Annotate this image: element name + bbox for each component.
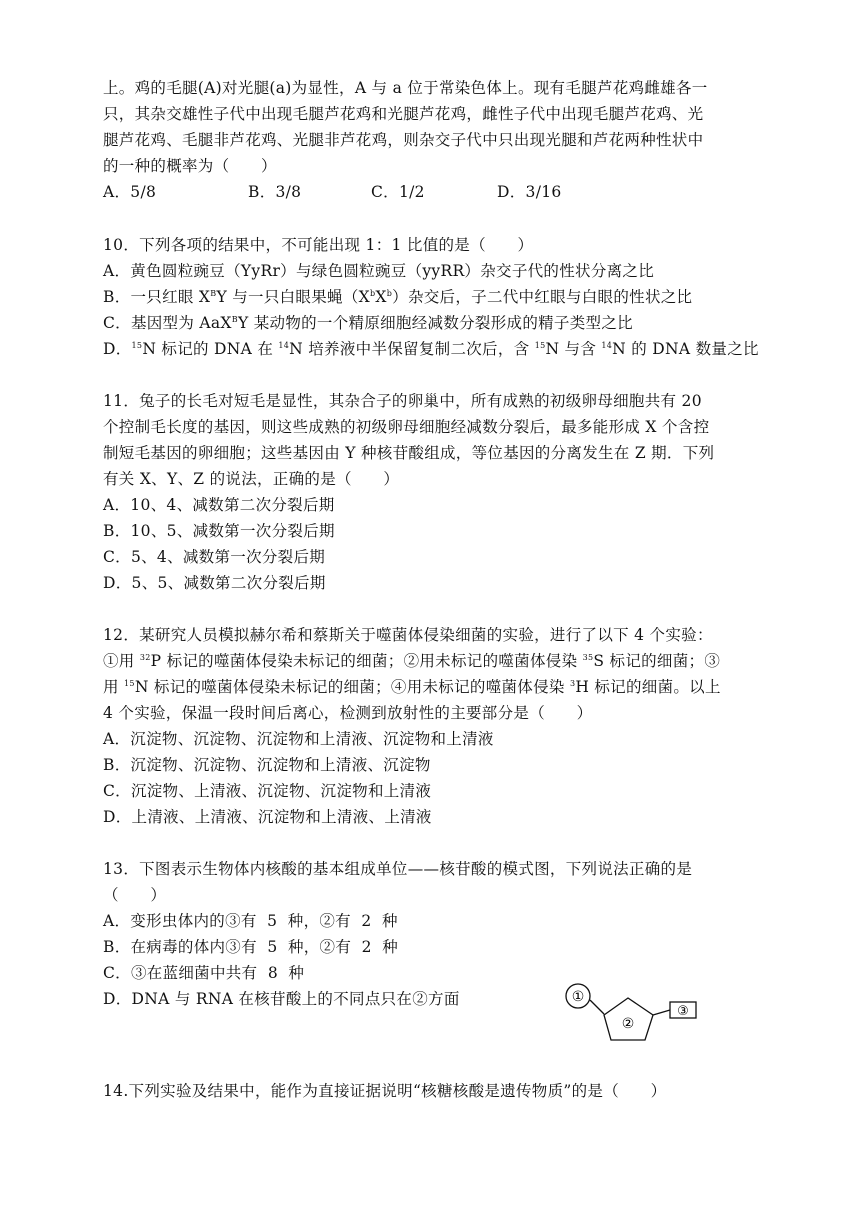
q12-line-1: 12．某研究人员模拟赫尔希和蔡斯关于噬菌体侵染细菌的实验，进行了以下 4 个实验：: [103, 626, 713, 644]
text: N 标记的噬菌体侵染未标记的细菌；④用未标记的噬菌体侵染: [134, 678, 570, 696]
superscript: 15: [131, 341, 143, 350]
text: ①用: [103, 652, 140, 670]
text: P 标记的噬菌体侵染未标记的细菌；②用未标记的噬菌体侵染: [150, 652, 583, 670]
q11-line-1: 11．兔子的长毛对短毛是显性，其杂合子的卵巢中，所有成熟的初级卵母细胞共有 20: [103, 392, 702, 410]
superscript: 15: [124, 679, 135, 688]
text: 用: [103, 678, 125, 696]
nucleotide-diagram: [560, 982, 700, 1046]
q11-line-3: 制短毛基因的卵细胞；这些基因由 Y 种核苷酸组成，等位基因的分离发生在 Z 期．下列: [103, 444, 715, 462]
q9-option-d: D．3/16: [497, 183, 562, 201]
q11-option-b: B．10、5、减数第一次分裂后期: [103, 522, 335, 540]
text: D．: [103, 340, 132, 358]
q10-option-b: [103, 287, 692, 307]
superscript: B: [210, 289, 217, 298]
q10-option-a: A．黄色圆粒豌豆（YyRr）与绿色圆粒豌豆（yyRR）杂交子代的性状分离之比: [103, 262, 655, 280]
superscript: b: [369, 289, 376, 298]
q10-stem: 10．下列各项的结果中，不可能出现 1：1 比值的是（ ）: [103, 236, 534, 254]
superscript: 35: [582, 653, 594, 662]
label-2: ②: [621, 1016, 635, 1032]
q13-option-a: A．变形虫体内的③有 5 种，②有 2 种: [103, 912, 398, 930]
q12-line-4: 4 个实验，保温一段时间后离心，检测到放射性的主要部分是（ ）: [103, 704, 593, 722]
q10-option-c: [103, 313, 633, 333]
text: N 培养液中半保留复制二次后，含: [289, 340, 535, 358]
q12-option-c: C．沉淀物、上清液、沉淀物、沉淀物和上清液: [103, 782, 432, 800]
q12-option-d: D．上清液、上清液、沉淀物和上清液、上清液: [103, 808, 432, 826]
superscript: B: [231, 315, 238, 324]
superscript: 14: [601, 341, 613, 350]
q14-stem: 14.下列实验及结果中，能作为直接证据说明“核糖核酸是遗传物质”的是（ ）: [103, 1082, 667, 1100]
bond-line-2: [653, 1010, 670, 1015]
superscript: 14: [278, 341, 290, 350]
text: B．一只红眼 X: [103, 288, 211, 306]
q13-option-c: C．③在蓝细菌中共有 8 种: [103, 964, 305, 982]
q12-line-3: [103, 677, 721, 697]
q9-line-1: 上。鸡的毛腿(A)对光腿(a)为显性，A 与 a 位于常染色体上。现有毛腿芦花鸡雌雄各一: [103, 79, 708, 97]
q12-option-a: A．沉淀物、沉淀物、沉淀物和上清液、沉淀物和上清液: [103, 730, 494, 748]
q11-option-c: C．5、4、减数第一次分裂后期: [103, 548, 326, 566]
q9-line-2: 只，其杂交雄性子代中出现毛腿芦花鸡和光腿芦花鸡，雌性子代中出现毛腿芦花鸡、光: [103, 105, 704, 123]
q11-option-d: D．5、5、减数第二次分裂后期: [103, 574, 326, 592]
text: ）杂交后，子二代中红眼与白眼的性状之比: [392, 288, 693, 306]
q13-line-1: 13．下图表示生物体内核酸的基本组成单位——核苷酸的模式图，下列说法正确的是: [103, 860, 693, 878]
q11-line-2: 个控制毛长度的基因，则这些成熟的初级卵母细胞经减数分裂后，最多能形成 X 个含控: [103, 418, 710, 436]
text: C．基因型为 AaX: [103, 314, 232, 332]
q11-line-4: 有关 X、Y、Z 的说法，正确的是（ ）: [103, 470, 400, 488]
text: N 的 DNA 数量之比: [612, 340, 759, 358]
q9-option-b: B．3/8: [248, 183, 302, 201]
text: N 与含: [545, 340, 602, 358]
q10-option-d: [103, 339, 759, 359]
text: Y 某动物的一个精原细胞经减数分裂形成的精子类型之比: [237, 314, 633, 332]
label-3: ③: [677, 1004, 689, 1019]
q9-line-4: 的一种的概率为（ ）: [103, 157, 277, 175]
q12-line-2: [103, 651, 720, 671]
q13-option-d: D．DNA 与 RNA 在核苷酸上的不同点只在②方面: [103, 990, 460, 1008]
text: S 标记的细菌；③: [593, 652, 721, 670]
text: H 标记的细菌。以上: [575, 678, 721, 696]
q13-line-2: （ ）: [103, 886, 167, 904]
text: Y 与一只白眼果蝇（X: [216, 288, 370, 306]
q9-option-a: A．5/8: [103, 183, 157, 201]
q9-line-3: 腿芦花鸡、毛腿非芦花鸡、光腿非芦花鸡，则杂交子代中只出现光腿和芦花两种性状中: [103, 131, 704, 149]
bond-line-1: [590, 1000, 604, 1014]
superscript: b: [386, 289, 393, 298]
label-1: ①: [571, 989, 585, 1005]
q11-option-a: A．10、4、减数第二次分裂后期: [103, 496, 335, 514]
q9-options: [103, 182, 562, 202]
text: X: [375, 288, 387, 306]
superscript: 3: [569, 679, 576, 688]
superscript: 32: [139, 653, 151, 662]
superscript: 15: [534, 341, 546, 350]
q9-option-c: C．1/2: [371, 183, 425, 201]
text: N 标记的 DNA 在: [142, 340, 279, 358]
q12-option-b: B．沉淀物、沉淀物、沉淀物和上清液、沉淀物: [103, 756, 431, 774]
q13-option-b: B．在病毒的体内③有 5 种，②有 2 种: [103, 938, 399, 956]
